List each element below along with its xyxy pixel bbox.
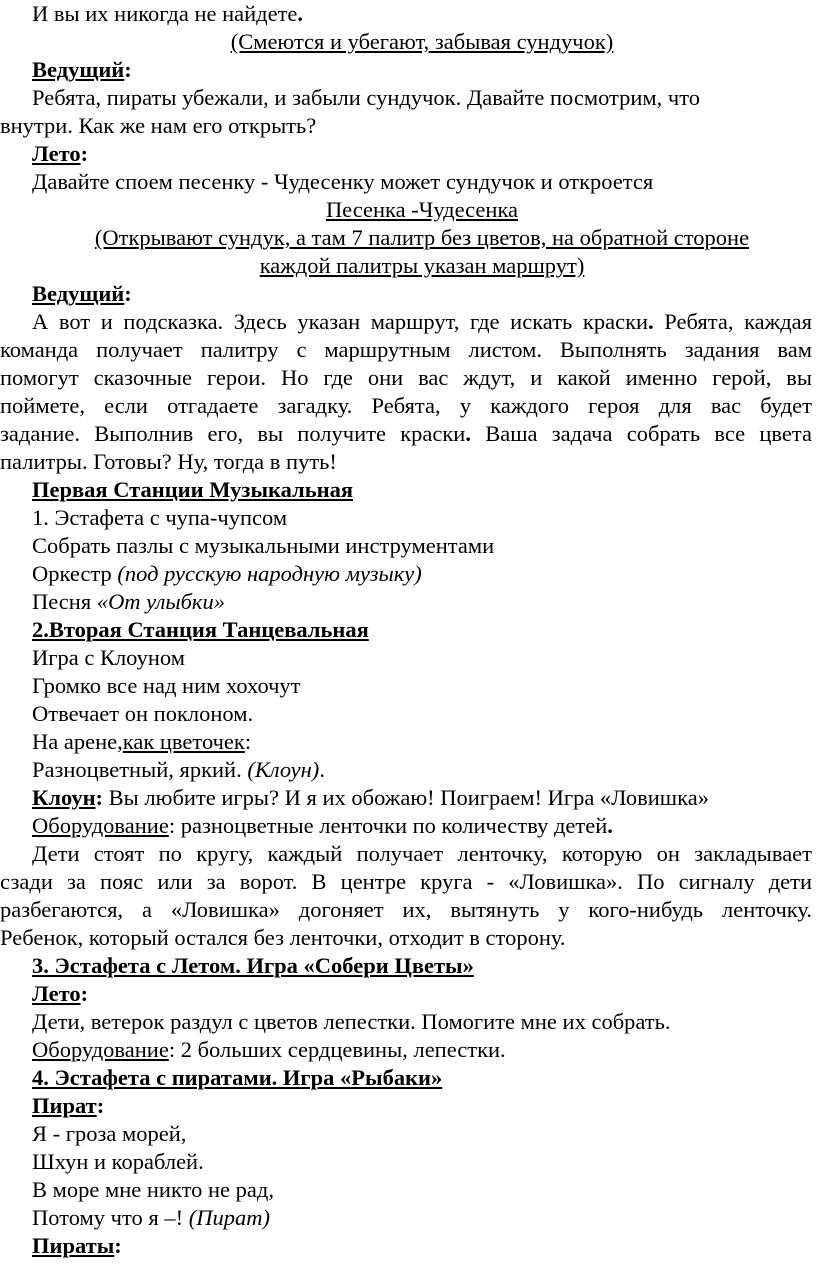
speaker-label: Лето: <box>32 981 89 1006</box>
text-line: Громко все над ним хохочут <box>32 673 301 698</box>
text-line: Потому что я –! (Пират) <box>32 1205 270 1230</box>
station-heading: 3. Эстафета с Летом. Игра «Собери Цветы» <box>32 953 474 978</box>
paragraph-line: помогут сказочные герои. Но где они вас ждут, и какой именно герой, вы <box>0 365 812 390</box>
text-line: И вы их никогда не найдете. <box>32 1 304 26</box>
paragraph-line: задание. Выполнив его, вы получите краски. Ваша задача собрать все цвета <box>0 421 812 446</box>
text-line: Шхун и кораблей. <box>32 1149 204 1174</box>
text-line: На арене,как цветочек: <box>32 729 252 754</box>
paragraph-line: команда получает палитру с маршрутным листом. Выполнять задания вам <box>0 337 812 362</box>
text-line: Оркестр (под русскую народную музыку) <box>32 561 422 586</box>
speaker-label: Пираты: <box>32 1233 122 1258</box>
text-line: Отвечает он поклоном. <box>32 701 254 726</box>
text-line: Давайте споем песенку - Чудесенку может сундучок и откроется <box>32 169 654 194</box>
paragraph-line: разбегаются, а «Ловишка» догоняет их, вытянуть у кого-нибудь ленточку. <box>0 897 812 922</box>
paragraph-line: палитры. Готовы? Ну, тогда в путь! <box>0 449 337 474</box>
text-line: В море мне никто не рад, <box>32 1177 274 1202</box>
text-line: 1. Эстафета с чупа-чупсом <box>32 505 288 530</box>
text-line: внутри. Как же нам его открыть? <box>0 113 317 138</box>
text-line: Клоун: Вы любите игры? И я их обожаю! Поиграем! Игра «Ловишка» <box>32 785 709 810</box>
text-line: Игра с Клоуном <box>32 645 185 670</box>
station-heading: Первая Станции Музыкальная <box>32 477 353 502</box>
paragraph-line: Дети стоят по кругу, каждый получает ленточку, которую он закладывает <box>32 841 812 866</box>
text-line: Я - гроза морей, <box>32 1121 187 1146</box>
paragraph-line: поймете, если отгадаете загадку. Ребята, у каждого героя для вас будет <box>0 393 812 418</box>
text-line: Оборудование: разноцветные ленточки по количеству детей. <box>32 813 613 838</box>
speaker-label: Лето: <box>32 141 89 166</box>
speaker-label: Пират: <box>32 1093 105 1118</box>
speaker-label: Ведущий: <box>32 57 132 82</box>
text-line: Собрать пазлы с музыкальными инструментами <box>32 533 495 558</box>
text-line: Ребята, пираты убежали, и забыли сундучок. Давайте посмотрим, что <box>32 85 701 110</box>
station-heading: 4. Эстафета с пиратами. Игра «Рыбаки» <box>32 1065 443 1090</box>
stage-direction: (Открывают сундук, а там 7 палитр без цветов, на обратной стороне <box>94 225 750 250</box>
song-title: Песенка -Чудесенка <box>325 197 519 222</box>
stage-direction: (Смеются и убегают, забывая сундучок) <box>230 29 614 54</box>
text-line: Песня «От улыбки» <box>32 589 225 614</box>
paragraph-line: Ребенок, который остался без ленточки, отходит в сторону. <box>0 925 566 950</box>
text-line: Разноцветный, яркий. (Клоун). <box>32 757 325 782</box>
text-line: Дети, ветерок раздул с цветов лепестки. Помогите мне их собрать. <box>32 1009 671 1034</box>
paragraph-line: А вот и подсказка. Здесь указан маршрут, где искать краски. Ребята, каждая <box>32 309 812 334</box>
text-line: Оборудование: 2 больших сердцевины, лепестки. <box>32 1037 506 1062</box>
station-heading: 2.Вторая Станция Танцевальная <box>32 617 369 642</box>
paragraph-line: сзади за пояс или за ворот. В центре круга - «Ловишка». По сигналу дети <box>0 869 812 894</box>
stage-direction: каждой палитры указан маршрут) <box>259 253 585 278</box>
speaker-label: Ведущий: <box>32 281 132 306</box>
